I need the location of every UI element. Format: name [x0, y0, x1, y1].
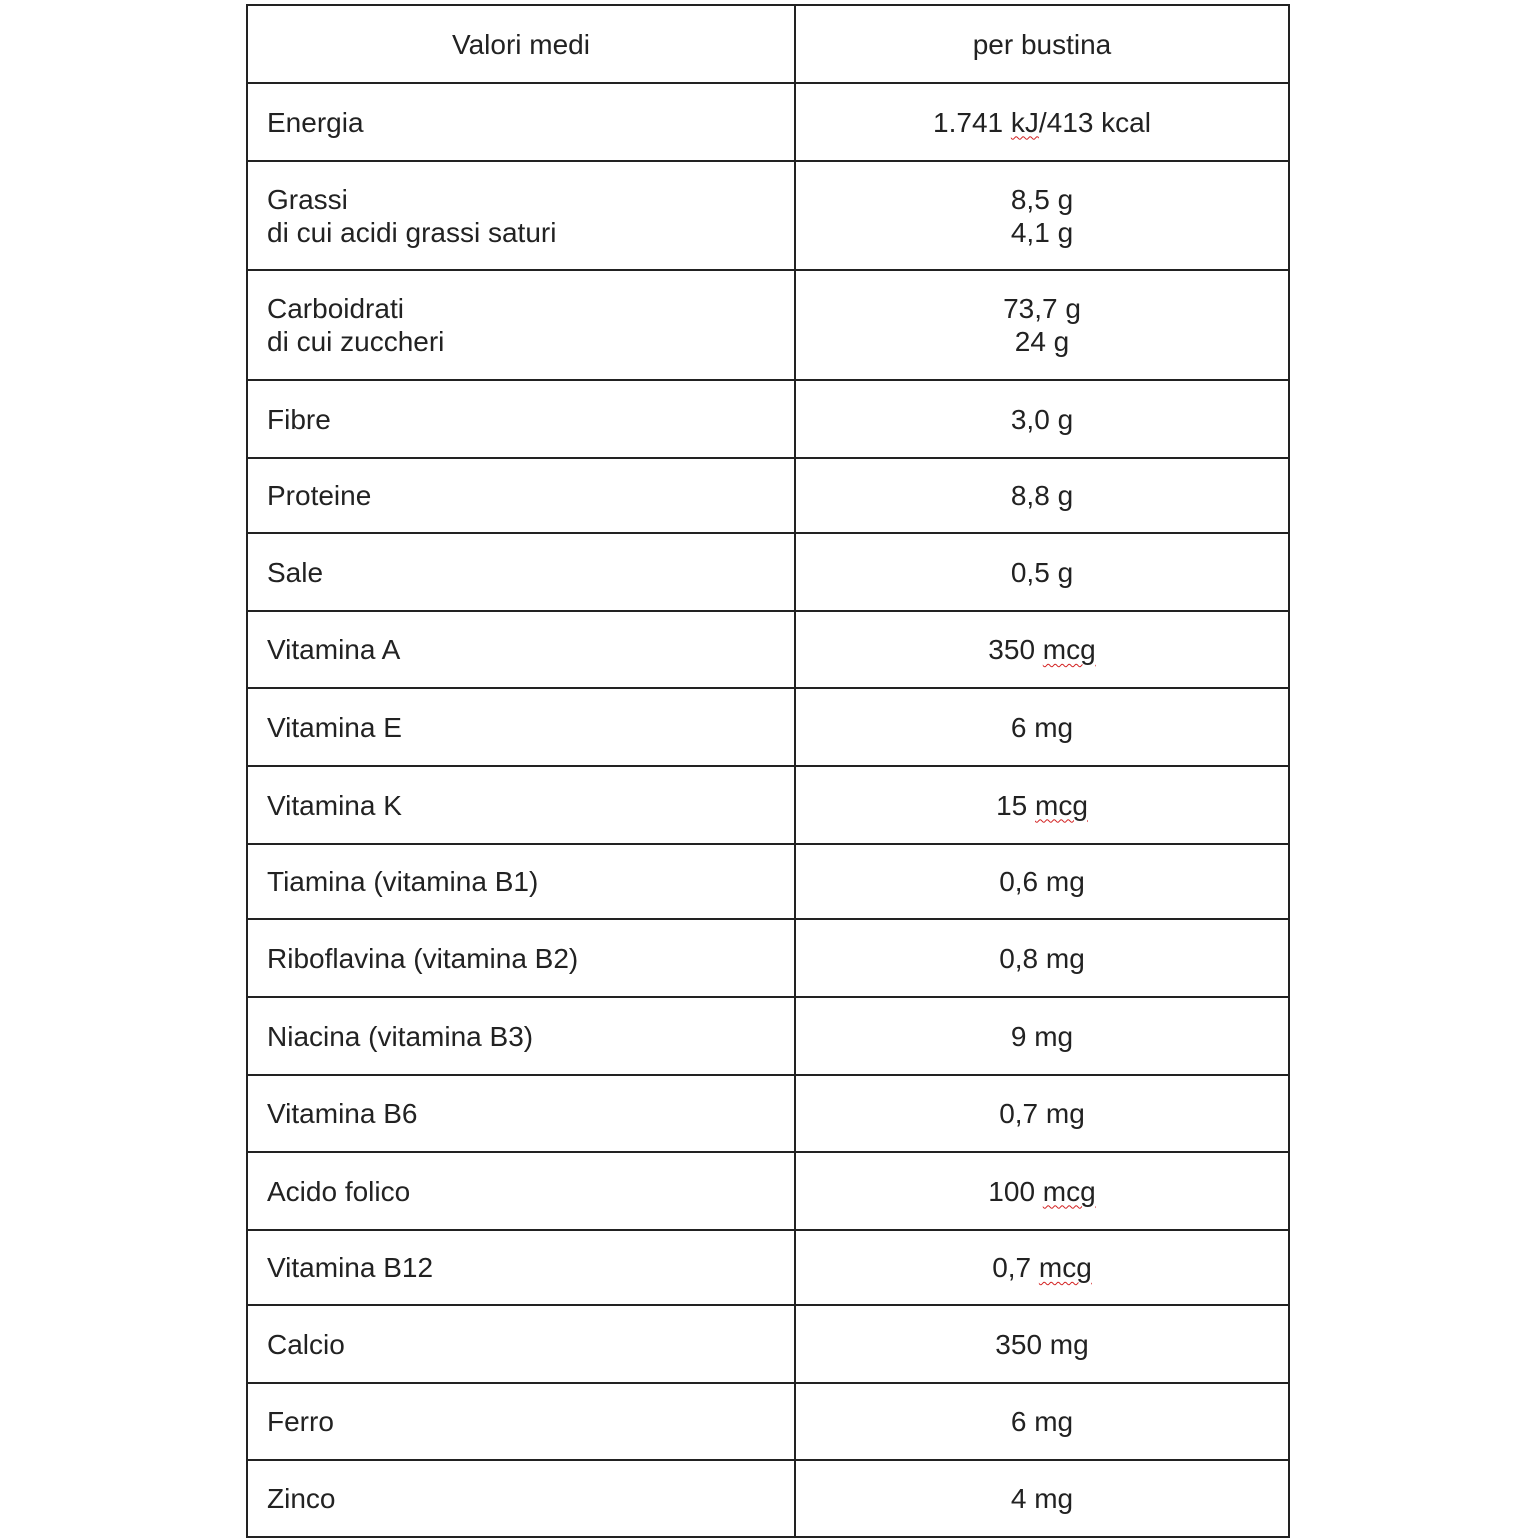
nutrient-name — [247, 766, 795, 844]
table-row — [247, 533, 1289, 611]
amount-text: 350 — [988, 634, 1043, 665]
spellcheck-word: mcg — [1038, 1252, 1092, 1283]
table-row — [247, 1460, 1289, 1537]
nutrient-amount-line — [796, 216, 1288, 249]
amount-text: 9 mg — [1010, 1020, 1074, 1052]
nutrient-amount — [795, 844, 1289, 919]
nutrient-name-line: Sale — [267, 556, 324, 588]
nutrient-name — [247, 270, 795, 380]
nutrient-name-line: Tiamina (vitamina B1) — [267, 866, 539, 897]
nutrient-amount — [795, 611, 1289, 688]
table-row — [247, 688, 1289, 766]
nutrient-name — [247, 380, 795, 458]
amount-text: 73,7 g — [1003, 293, 1081, 324]
nutrient-amount — [795, 919, 1289, 997]
nutrient-amount — [795, 270, 1289, 380]
nutrient-name-line: Niacina (vitamina B3) — [267, 1020, 534, 1052]
nutrient-amount-line — [796, 1175, 1288, 1208]
nutrient-name-line: Grassi — [267, 183, 348, 215]
nutrient-amount — [795, 1460, 1289, 1537]
nutrient-name — [247, 1152, 795, 1230]
nutrient-name — [247, 1230, 795, 1305]
nutrient-name — [247, 1383, 795, 1460]
table-row — [247, 611, 1289, 688]
spellcheck-word: mcg — [1042, 634, 1096, 665]
header-average-values: Valori medi — [247, 5, 795, 83]
amount-text: 0,6 mg — [999, 866, 1085, 897]
amount-text: 24 g — [1014, 326, 1070, 357]
nutrient-name-line: Vitamina K — [267, 789, 402, 821]
nutrient-name-line: di cui zuccheri — [267, 326, 445, 357]
nutrient-amount-line — [796, 711, 1288, 744]
table-row — [247, 844, 1289, 919]
nutrient-amount-line — [796, 942, 1288, 975]
nutrient-name — [247, 688, 795, 766]
nutrient-amount — [795, 83, 1289, 161]
nutrient-amount-line — [796, 865, 1288, 898]
header-per-sachet: per bustina — [795, 5, 1289, 83]
amount-text: 6 mg — [1010, 711, 1074, 743]
nutrient-name-line: Carboidrati — [267, 293, 404, 324]
nutrient-name — [247, 533, 795, 611]
nutrient-amount — [795, 688, 1289, 766]
nutrient-name — [247, 611, 795, 688]
nutrient-amount — [795, 766, 1289, 844]
nutrient-amount-line — [796, 1328, 1288, 1361]
nutrient-name-line: Acido folico — [267, 1175, 411, 1207]
nutrient-name — [247, 1460, 795, 1537]
nutrient-amount-line — [796, 325, 1288, 358]
nutrient-amount-line — [796, 1251, 1288, 1284]
nutrient-amount-line — [796, 1097, 1288, 1130]
nutrient-name-line: Vitamina B6 — [267, 1098, 418, 1129]
nutrient-amount — [795, 1230, 1289, 1305]
nutrient-amount-line — [796, 1482, 1288, 1515]
nutrient-name — [247, 997, 795, 1075]
nutrient-name-line: di cui acidi grassi saturi — [267, 216, 557, 248]
amount-text: /413 kcal — [1038, 106, 1151, 138]
nutrient-name-line: Vitamina B12 — [267, 1252, 434, 1283]
nutrient-amount — [795, 1383, 1289, 1460]
amount-text: 0,7 mg — [999, 1098, 1085, 1129]
nutrient-amount — [795, 533, 1289, 611]
nutrient-amount-line — [796, 292, 1288, 325]
table-row — [247, 997, 1289, 1075]
nutrient-name-line: Energia — [267, 106, 364, 138]
nutrient-amount-line — [796, 479, 1288, 512]
spellcheck-word: kJ — [1010, 106, 1039, 138]
nutrient-amount-line — [796, 633, 1288, 666]
nutrient-amount — [795, 1075, 1289, 1152]
nutrient-name — [247, 1075, 795, 1152]
table-row — [247, 380, 1289, 458]
amount-text: 0,5 g — [1010, 556, 1074, 588]
nutrient-name-line: Vitamina E — [267, 711, 402, 743]
nutrient-name-line: Fibre — [267, 403, 331, 435]
amount-text: 1.741 — [933, 106, 1011, 138]
nutrient-amount — [795, 161, 1289, 270]
nutrient-name-line: Ferro — [267, 1406, 334, 1437]
nutrient-name-line: Riboflavina (vitamina B2) — [267, 942, 579, 974]
nutrient-amount — [795, 458, 1289, 533]
nutrient-name — [247, 458, 795, 533]
nutrient-amount-line — [796, 403, 1288, 436]
table-row — [247, 458, 1289, 533]
header-row — [247, 5, 1289, 83]
table-row — [247, 1152, 1289, 1230]
spellcheck-word: mcg — [1035, 789, 1088, 821]
amount-text: 350 mg — [995, 1328, 1089, 1360]
amount-text: 8,8 g — [1010, 480, 1074, 511]
nutrient-name — [247, 1305, 795, 1383]
nutrient-name-line: Proteine — [267, 480, 372, 511]
nutrient-amount — [795, 1305, 1289, 1383]
nutrient-name — [247, 83, 795, 161]
nutrient-name-line: Vitamina A — [267, 634, 401, 665]
nutrient-amount — [795, 380, 1289, 458]
amount-text: 100 — [988, 1175, 1043, 1207]
nutrient-name-line: Zinco — [267, 1483, 336, 1514]
amount-text: 0,8 mg — [999, 942, 1085, 974]
table-row — [247, 1230, 1289, 1305]
nutrient-amount-line — [796, 789, 1288, 822]
nutrient-amount-line — [796, 556, 1288, 589]
amount-text: 4 mg — [1010, 1483, 1074, 1514]
amount-text: 4,1 g — [1010, 216, 1074, 248]
nutrient-name — [247, 844, 795, 919]
table-row — [247, 1075, 1289, 1152]
nutrition-table — [246, 4, 1290, 1538]
table-row — [247, 270, 1289, 380]
nutrient-amount — [795, 997, 1289, 1075]
nutrient-amount-line — [796, 1405, 1288, 1438]
amount-text: 0,7 — [992, 1252, 1039, 1283]
table-row — [247, 1305, 1289, 1383]
nutrient-amount-line — [796, 183, 1288, 216]
amount-text: 8,5 g — [1010, 183, 1074, 215]
nutrient-amount-line — [796, 1020, 1288, 1053]
amount-text: 15 — [996, 789, 1036, 821]
table-row — [247, 83, 1289, 161]
nutrient-name — [247, 161, 795, 270]
table-row — [247, 161, 1289, 270]
nutrient-name — [247, 919, 795, 997]
nutrient-amount — [795, 1152, 1289, 1230]
amount-text: 3,0 g — [1010, 403, 1074, 435]
table-row — [247, 1383, 1289, 1460]
amount-text: 6 mg — [1010, 1406, 1074, 1437]
spellcheck-word: mcg — [1042, 1175, 1096, 1207]
table-row — [247, 766, 1289, 844]
table-row — [247, 919, 1289, 997]
nutrient-name-line: Calcio — [267, 1328, 345, 1360]
nutrient-amount-line — [796, 106, 1288, 139]
